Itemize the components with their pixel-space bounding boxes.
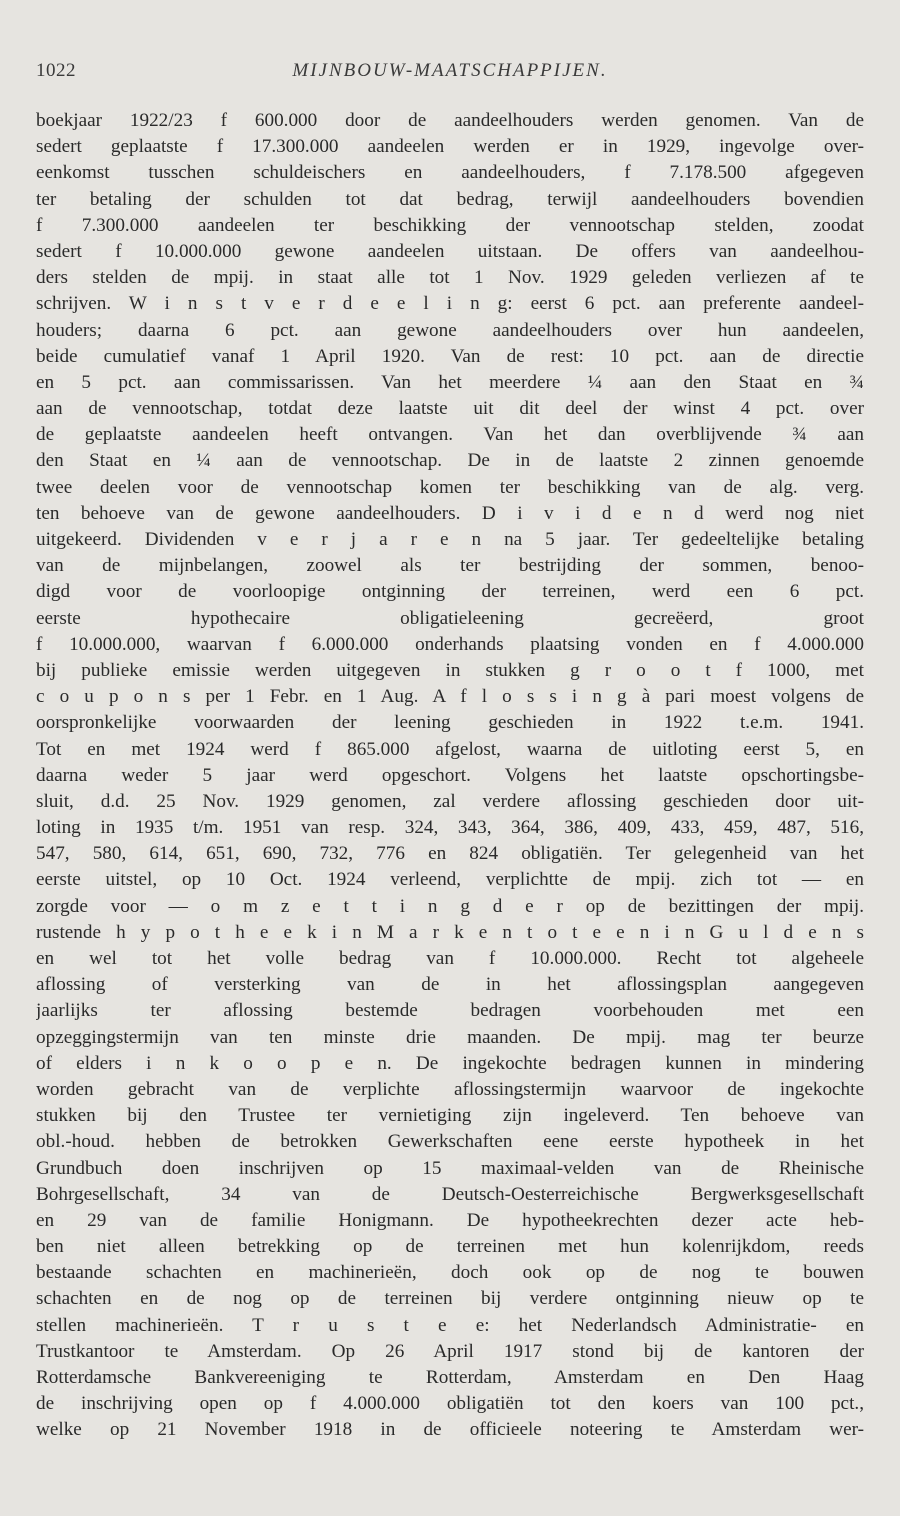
text-line: Trustkantoor te Amsterdam. Op 26 April 1917 stond bij de kantoren der xyxy=(36,1340,864,1362)
text-line: schachten en de nog op de terreinen bij verdere ontginning nieuw op te xyxy=(36,1288,864,1310)
text-line: aflossing of versterking van de in het aflossingsplan aangegeven xyxy=(36,974,864,996)
text-line: ter betaling der schulden tot dat bedrag, terwijl aandeelhouders bovendien xyxy=(36,188,864,210)
text-line: Rotterdamsche Bankvereeniging te Rotterdam, Amsterdam en Den Haag xyxy=(36,1367,864,1388)
text-line: aan de vennootschap, totdat deze laatste uit dit deel der winst 4 pct. over xyxy=(36,398,864,420)
text-line: van de mijnbelangen, zoowel als ter bestrijding der sommen, benoo- xyxy=(36,555,864,577)
running-title: MIJNBOUW-MAATSCHAPPIJEN. xyxy=(292,60,608,81)
text-line: ders stelden de mpij. in staat alle tot 1 Nov. 1929 geleden verliezen af te xyxy=(36,267,864,289)
text-line: of elders i n k o o p e n. De ingekochte bedragen kunnen in mindering xyxy=(36,1052,864,1074)
text-line: en wel tot het volle bedrag van f 10.000.000. Recht tot algeheele xyxy=(36,948,864,969)
text-line: obl.-houd. hebben de betrokken Gewerkschaften eene eerste hypotheek in het xyxy=(36,1131,864,1153)
text-line: en 5 pct. aan commissarissen. Van het meerdere ¼ aan den Staat en ¾ xyxy=(36,371,864,393)
text-line: stellen machinerieën. T r u s t e e: het Nederlandsch Administratie- en xyxy=(36,1314,864,1336)
text-line: f 10.000.000, waarvan f 6.000.000 onderhands plaatsing vonden en f 4.000.000 xyxy=(36,633,864,655)
text-line: de inschrijving open op f 4.000.000 obligatiën tot den koers van 100 pct., xyxy=(36,1393,864,1415)
text-line: sluit, d.d. 25 Nov. 1929 genomen, zal verdere aflossing geschieden door uit- xyxy=(36,790,864,812)
body-text xyxy=(36,108,864,1444)
text-line: boekjaar 1922/23 f 600.000 door de aandeelhouders werden genomen. Van de xyxy=(36,110,864,131)
text-line: uitgekeerd. Dividenden v e r j a r e n na 5 jaar. Ter gedeeltelijke betaling xyxy=(36,529,864,550)
text-line: Tot en met 1924 werd f 865.000 afgelost, waarna de uitloting eerst 5, en xyxy=(36,738,864,760)
page-number: 1022 xyxy=(36,60,76,81)
text-line: houders; daarna 6 pct. aan gewone aandeelhouders over hun aandeelen, xyxy=(36,319,864,341)
text-line: jaarlijks ter aflossing bestemde bedragen voorbehouden met een xyxy=(36,1000,864,1022)
text-line: loting in 1935 t/m. 1951 van resp. 324, 343, 364, 386, 409, 433, 459, 487, 516, xyxy=(36,817,864,839)
text-line: 547, 580, 614, 651, 690, 732, 776 en 824 obligatiën. Ter gelegenheid van het xyxy=(36,843,864,865)
text-line: digd voor de voorloopige ontginning der terreinen, werd een 6 pct. xyxy=(36,581,864,603)
text-line: den Staat en ¼ aan de vennootschap. De in de laatste 2 zinnen genoemde xyxy=(36,450,864,472)
text-line: rustende h y p o t h e e k i n M a r k e n t o t e e n i n G u l d e n s xyxy=(36,921,864,943)
text-line: sedert geplaatste f 17.300.000 aandeelen werden er in 1929, ingevolge over- xyxy=(36,136,864,158)
text-line: f 7.300.000 aandeelen ter beschikking der vennootschap stelden, zoodat xyxy=(36,214,864,236)
text-line: beide cumulatief vanaf 1 April 1920. Van de rest: 10 pct. aan de directie xyxy=(36,345,864,367)
text-line: worden gebracht van de verplichte aflossingstermijn waarvoor de ingekochte xyxy=(36,1078,864,1100)
text-line: ben niet alleen betrekking op de terreinen met hun kolenrijkdom, reeds xyxy=(36,1236,864,1258)
text-line: welke op 21 November 1918 in de officieele noteering te Amsterdam wer- xyxy=(36,1419,864,1441)
text-line: eerste uitstel, op 10 Oct. 1924 verleend, verplichtte de mpij. zich tot — en xyxy=(36,869,864,891)
text-line: Grundbuch doen inschrijven op 15 maximaal-velden van de Rheinische xyxy=(36,1157,864,1179)
text-line: en 29 van de familie Honigmann. De hypotheekrechten dezer acte heb- xyxy=(36,1209,864,1231)
text-line: ten behoeve van de gewone aandeelhouders. D i v i d e n d werd nog niet xyxy=(36,502,864,524)
page-header xyxy=(36,60,864,88)
text-line: stukken bij den Trustee ter vernietiging zijn ingeleverd. Ten behoeve van xyxy=(36,1105,864,1127)
text-line: bij publieke emissie werden uitgegeven in stukken g r o o t f 1000, met xyxy=(36,659,864,681)
text-line: opzeggingstermijn van ten minste drie maanden. De mpij. mag ter beurze xyxy=(36,1026,864,1048)
text-line: Bohrgesellschaft, 34 van de Deutsch-Oesterreichische Bergwerksgesellschaft xyxy=(36,1183,864,1205)
text-line: schrijven. W i n s t v e r d e e l i n g: eerst 6 pct. aan preferente aandeel- xyxy=(36,293,864,315)
text-line: sedert f 10.000.000 gewone aandeelen uitstaan. De offers van aandeelhou- xyxy=(36,240,864,262)
text-line: oorspronkelijke voorwaarden der leening geschieden in 1922 t.e.m. 1941. xyxy=(36,712,864,734)
text-line: zorgde voor — o m z e t t i n g d e r op de bezittingen der mpij. xyxy=(36,895,864,917)
text-line: c o u p o n s per 1 Febr. en 1 Aug. A f l o s s i n g à pari moest volgens de xyxy=(36,686,864,708)
text-line: de geplaatste aandeelen heeft ontvangen. Van het dan overblijvende ¾ aan xyxy=(36,424,864,446)
text-line: bestaande schachten en machinerieën, doch ook op de nog te bouwen xyxy=(36,1262,864,1284)
text-line: eerste hypothecaire obligatieleening gecreëerd, groot xyxy=(36,607,864,629)
text-line: daarna weder 5 jaar werd opgeschort. Volgens het laatste opschortingsbe- xyxy=(36,764,864,786)
text-line: eenkomst tusschen schuldeischers en aandeelhouders, f 7.178.500 afgegeven xyxy=(36,162,864,184)
text-line: twee deelen voor de vennootschap komen ter beschikking van de alg. verg. xyxy=(36,476,864,498)
